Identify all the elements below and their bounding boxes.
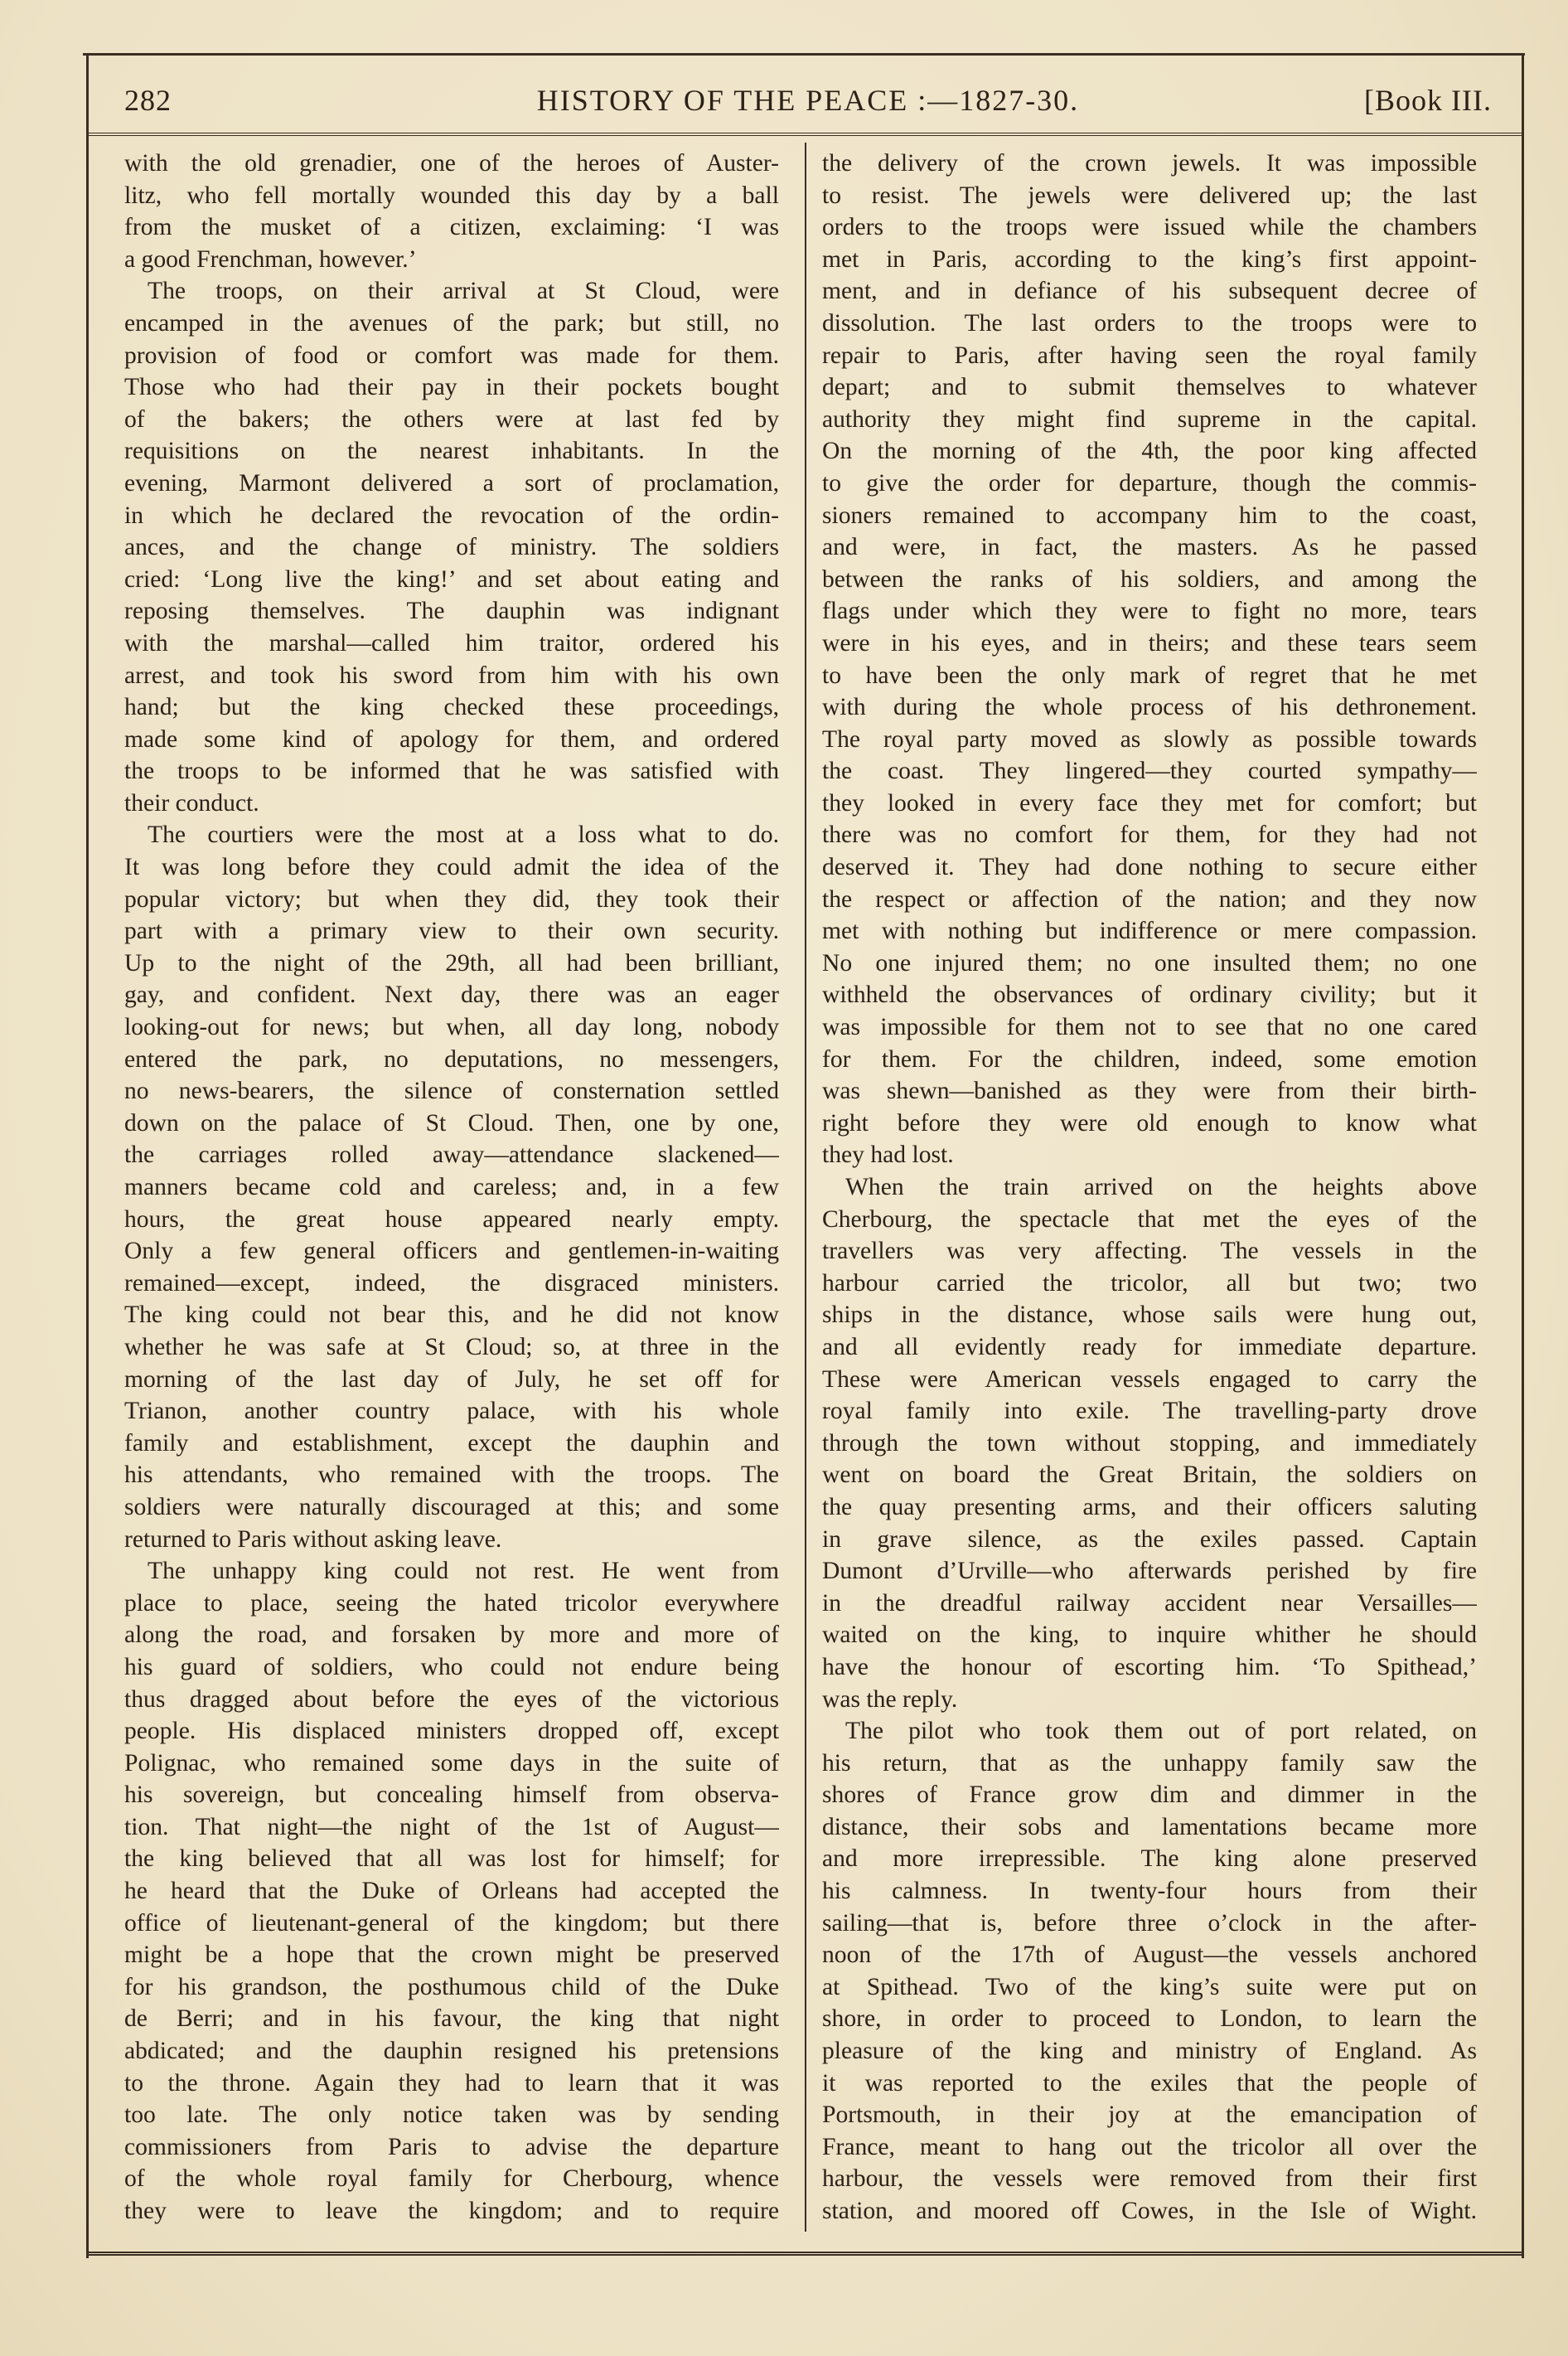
text-line: entered the park, no deputations, no messengers, (124, 1045, 779, 1073)
text-line: was impossible for them not to see that no one cared (822, 1014, 1477, 1041)
text-line: remained—except, indeed, the disgraced ministers. (124, 1269, 779, 1297)
text-line: evening, Marmont delivered a sort of proclamation, (124, 469, 779, 497)
text-line: dissolution. The last orders to the troops were to (822, 309, 1477, 337)
text-line: harbour carried the tricolor, all but two; two (822, 1269, 1477, 1297)
text-line: travellers was very affecting. The vessels in the (822, 1238, 1477, 1265)
text-line: a good Frenchman, however.’ (124, 245, 417, 273)
text-line: ances, and the change of ministry. The soldiers (124, 534, 779, 561)
text-line: depart; and to submit themselves to whatever (822, 374, 1477, 401)
text-line: they were to leave the kingdom; and to require (124, 2198, 779, 2224)
text-line: whether he was safe at St Cloud; so, at three in the (124, 1333, 779, 1360)
text-line: deserved it. They had done nothing to secure either (822, 854, 1477, 881)
text-line: and were, in fact, the masters. As he passed (822, 534, 1477, 561)
text-line: tion. That night—the night of the 1st of August— (124, 1813, 779, 1840)
text-line: The courtiers were the most at a loss what to do. (148, 822, 779, 849)
text-line: gay, and confident. Next day, there was an eager (124, 982, 779, 1009)
text-line: reposing themselves. The dauphin was indignant (124, 598, 779, 625)
text-line: between the ranks of his soldiers, and among the (822, 565, 1477, 593)
text-line: No one injured them; no one insulted them; no one (822, 949, 1477, 977)
text-line: arrest, and took his sword from him with his own (124, 662, 779, 689)
text-line: Dumont d’Urville—who afterwards perished by fire (822, 1558, 1477, 1585)
text-line: litz, who fell mortally wounded this day by a ball (124, 182, 779, 209)
text-line: commissioners from Paris to advise the departure (124, 2133, 779, 2160)
text-line: returned to Paris without asking leave. (124, 1525, 502, 1553)
text-line: the delivery of the crown jewels. It was impossible (822, 150, 1477, 177)
text-line: his calmness. In twenty-four hours from their (822, 1878, 1477, 1905)
text-line: France, meant to hang out the tricolor all over the (822, 2133, 1477, 2160)
text-line: made some kind of apology for them, and ordered (124, 725, 779, 753)
text-line: to have been the only mark of regret that he met (822, 662, 1477, 689)
text-line: the carriages rolled away—attendance slackened— (124, 1142, 779, 1169)
text-line: there was no comfort for them, for they had not (822, 822, 1477, 849)
text-line: abdicated; and the dauphin resigned his pretensions (124, 2038, 779, 2065)
text-line: These were American vessels engaged to carry the (822, 1365, 1477, 1393)
text-line: distance, their sobs and lamentations became more (822, 1813, 1477, 1840)
text-line: family and establishment, except the dauphin and (124, 1429, 779, 1457)
text-line: was shewn—banished as they were from their birth- (822, 1078, 1477, 1105)
footer-rule (86, 2252, 1523, 2259)
text-line: his attendants, who remained with the troops. The (124, 1462, 779, 1489)
text-line: The pilot who took them out of port related, on (845, 1718, 1477, 1745)
text-line: people. His displaced ministers dropped off, except (124, 1718, 779, 1745)
text-line: soldiers were naturally discouraged at this; and some (124, 1493, 779, 1520)
text-line: the king believed that all was lost for himself; for (124, 1845, 779, 1873)
text-line: along the road, and forsaken by more and more of (124, 1622, 779, 1649)
text-line: might be a hope that the crown might be preserved (124, 1942, 779, 1969)
text-line: for them. For the children, indeed, some emotion (822, 1045, 1477, 1073)
text-line: the quay presenting arms, and their officers saluting (822, 1493, 1477, 1520)
header-rule (86, 133, 1523, 138)
right-text-column (822, 148, 1477, 2237)
running-title: HISTORY OF THE PEACE :—1827-30. (536, 84, 1080, 117)
page-frame-left-rule (86, 53, 89, 2258)
column-divider (805, 143, 806, 2232)
left-text-column (124, 148, 779, 2237)
text-line: hours, the great house appeared nearly empty. (124, 1205, 779, 1233)
text-line: station, and moored off Cowes, in the Isle of Wight. (822, 2198, 1477, 2224)
text-line: sailing—that is, before three o’clock in the after- (822, 1909, 1477, 1937)
text-line: office of lieutenant-general of the kingdom; but there (124, 1909, 779, 1937)
text-line: his return, that as the unhappy family saw the (822, 1749, 1477, 1777)
text-line: part with a primary view to their own security. (124, 918, 779, 945)
text-line: Only a few general officers and gentlemen-in-waiting (124, 1238, 779, 1265)
text-line: sioners remained to accompany him to the coast, (822, 502, 1477, 529)
text-line: Cherbourg, the spectacle that met the eyes of the (822, 1205, 1477, 1233)
text-line: his guard of soldiers, who could not endure being (124, 1653, 779, 1680)
text-line: met in Paris, according to the king’s first appoint- (822, 245, 1477, 273)
text-line: shore, in order to proceed to London, to learn the (822, 2005, 1477, 2033)
text-line: Portsmouth, in their joy at the emancipation of (822, 2101, 1477, 2129)
text-line: in the dreadful railway accident near Versailles— (822, 1589, 1477, 1617)
text-line: ships in the distance, whose sails were hung out, (822, 1302, 1477, 1329)
text-line: withheld the observances of ordinary civility; but it (822, 982, 1477, 1009)
text-line: met with nothing but indifference or mere compassion. (822, 918, 1477, 945)
text-line: flags under which they were to fight no more, tears (822, 598, 1477, 625)
book-label: [Book III. (1364, 84, 1492, 117)
text-line: The royal party moved as slowly as possible towards (822, 725, 1477, 753)
text-line: no news-bearers, the silence of consternation settled (124, 1078, 779, 1105)
text-line: he heard that the Duke of Orleans had accepted the (124, 1878, 779, 1905)
text-line: When the train arrived on the heights above (845, 1174, 1477, 1200)
text-line: it was reported to the exiles that the people of (822, 2069, 1477, 2097)
text-line: and more irrepressible. The king alone preserved (822, 1845, 1477, 1873)
text-line: went on board the Great Britain, the soldiers on (822, 1462, 1477, 1489)
text-line: popular victory; but when they did, they took their (124, 885, 779, 913)
text-line: hand; but the king checked these proceedings, (124, 694, 779, 721)
text-line: to resist. The jewels were delivered up; the last (822, 182, 1477, 209)
text-line: pleasure of the king and ministry of England. As (822, 2038, 1477, 2065)
text-line: On the morning of the 4th, the poor king affected (822, 438, 1477, 465)
text-line: Polignac, who remained some days in the suite of (124, 1749, 779, 1777)
text-line: repair to Paris, after having seen the royal family (822, 342, 1477, 369)
text-line: at Spithead. Two of the king’s suite were put on (822, 1973, 1477, 2000)
text-line: have the honour of escorting him. ‘To Spithead,’ (822, 1653, 1477, 1680)
text-line: royal family into exile. The travelling-party drove (822, 1398, 1477, 1425)
text-line: too late. The only notice taken was by sending (124, 2101, 779, 2129)
text-line: harbour, the vessels were removed from their first (822, 2165, 1477, 2193)
text-line: through the town without stopping, and immediately (822, 1429, 1477, 1457)
text-line: orders to the troops were issued while the chambers (822, 214, 1477, 241)
text-line: to give the order for departure, though the commis- (822, 469, 1477, 497)
text-line: down on the palace of St Cloud. Then, one by one, (124, 1109, 779, 1137)
text-line: they looked in every face they met for comfort; but (822, 789, 1477, 817)
text-line: looking-out for news; but when, all day long, nobody (124, 1014, 779, 1041)
text-line: ment, and in defiance of his subsequent decree of (822, 278, 1477, 305)
text-line: their conduct. (124, 789, 259, 817)
text-line: Those who had their pay in their pockets bought (124, 374, 779, 401)
text-line: the troops to be informed that he was satisfied with (124, 758, 779, 785)
text-line: thus dragged about before the eyes of the victorious (124, 1685, 779, 1713)
text-line: the respect or affection of the nation; and they now (822, 885, 1477, 913)
text-line: for his grandson, the posthumous child of the Duke (124, 1973, 779, 2000)
text-line: right before they were old enough to know what (822, 1109, 1477, 1137)
running-header (124, 83, 1492, 133)
text-line: shores of France grow dim and dimmer in the (822, 1782, 1477, 1809)
text-line: It was long before they could admit the idea of the (124, 854, 779, 881)
text-line: cried: ‘Long live the king!’ and set about eating and (124, 565, 779, 593)
text-line: authority they might find supreme in the capital. (822, 405, 1477, 433)
text-line: in grave silence, as the exiles passed. Captain (822, 1525, 1477, 1553)
text-line: they had lost. (822, 1142, 954, 1169)
text-line: encamped in the avenues of the park; but still, no (124, 309, 779, 337)
text-line: from the musket of a citizen, exclaiming: ‘I was (124, 214, 779, 241)
text-line: manners became cold and careless; and, in a few (124, 1174, 779, 1200)
text-line: Up to the night of the 29th, all had been brilliant, (124, 949, 779, 977)
page-frame-right-rule (1522, 53, 1524, 2258)
text-line: The king could not bear this, and he did not know (124, 1302, 779, 1329)
text-line: of the bakers; the others were at last fed by (124, 405, 779, 433)
text-line: provision of food or comfort was made for them. (124, 342, 779, 369)
text-line: with during the whole process of his dethronement. (822, 694, 1477, 721)
page-frame-top-rule (83, 53, 1525, 56)
text-line: was the reply. (822, 1685, 958, 1713)
text-line: the coast. They lingered—they courted sympathy— (822, 758, 1477, 785)
text-line: to the throne. Again they had to learn that it was (124, 2069, 779, 2097)
text-line: Trianon, another country palace, with his whole (124, 1398, 779, 1425)
text-line: de Berri; and in his favour, the king that night (124, 2005, 779, 2033)
text-line: noon of the 17th of August—the vessels anchored (822, 1942, 1477, 1969)
text-line: morning of the last day of July, he set off for (124, 1365, 779, 1393)
text-line: waited on the king, to inquire whither he should (822, 1622, 1477, 1649)
text-line: were in his eyes, and in theirs; and these tears seem (822, 629, 1477, 657)
text-line: The troops, on their arrival at St Cloud, were (148, 278, 779, 305)
text-line: of the whole royal family for Cherbourg, whence (124, 2165, 779, 2193)
text-line: in which he declared the revocation of the ordin- (124, 502, 779, 529)
text-line: his sovereign, but concealing himself from observa- (124, 1782, 779, 1809)
text-line: with the old grenadier, one of the heroes of Auster- (124, 150, 779, 177)
page-number: 282 (124, 84, 172, 117)
text-line: The unhappy king could not rest. He went from (148, 1558, 779, 1585)
text-line: with the marshal—called him traitor, ordered his (124, 629, 779, 657)
text-line: place to place, seeing the hated tricolor everywhere (124, 1589, 779, 1617)
text-line: requisitions on the nearest inhabitants. In the (124, 438, 779, 465)
text-line: and all evidently ready for immediate departure. (822, 1333, 1477, 1360)
